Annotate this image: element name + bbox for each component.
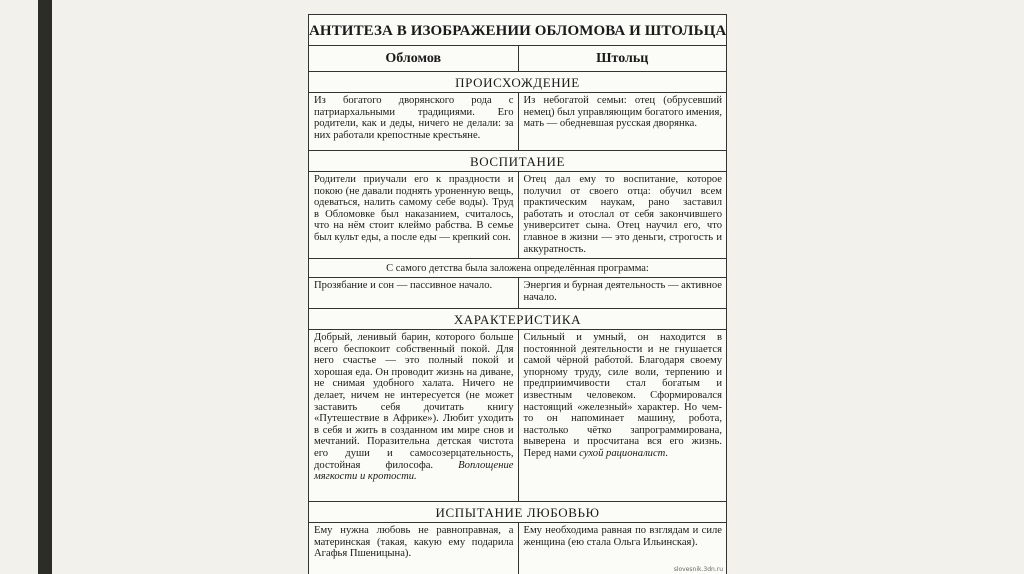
section-heading-origin: ПРОИСХОЖДЕНИЕ bbox=[309, 72, 726, 93]
column-header-oblomov: Обломов bbox=[385, 51, 442, 66]
left-accent-bar bbox=[38, 0, 52, 574]
cell-character-oblomov bbox=[309, 330, 518, 501]
row-origin bbox=[309, 93, 726, 151]
section-heading-character: ХАРАКТЕРИСТИКА bbox=[309, 309, 726, 330]
text-origin-stolz: Из небогатой семьи: отец (обрусевший немец) был управляющим богатого имения, мать — обедневшая русская дворянка. bbox=[523, 95, 722, 130]
text-character-stolz bbox=[524, 332, 723, 460]
cell-character-stolz bbox=[518, 330, 727, 501]
cell-program-oblomov bbox=[309, 278, 518, 308]
table-title: АНТИТЕЗА В ИЗОБРАЖЕНИИ ОБЛОМОВА И ШТОЛЬЦА bbox=[309, 14, 726, 46]
text-love-stolz: Ему необходима равная по взглядам и силе женщина (ею стала Ольга Ильинская). bbox=[523, 525, 722, 548]
cell-love-oblomov bbox=[309, 523, 518, 574]
row-love bbox=[309, 523, 726, 574]
comparison-table bbox=[308, 14, 727, 574]
text-character-stolz-main: Сильный и умный, он находится в постоянной деятельности и не гнушается самой чёрной работой. Благодаря своему упорному труду, силе воли, терпению и предприимчивости стал богатым и известным человеком. Сформировался настоящий «железный» характер. Но чем-то он напоминает машину, робота, настолько чётко запрограммирована, выверена и просчитана вся его жизнь. Перед нами bbox=[523, 332, 722, 459]
text-upbringing-oblomov: Родители приучали его к праздности и покою (не давали поднять уроненную вещь, одеваться, налить самому себе воды). Труд в Обломовке был наказанием, считалось, что на нём стоит клеймо рабства. В семье был культ еды, а после еды — крепкий сон. bbox=[314, 174, 514, 243]
section-heading-love: ИСПЫТАНИЕ ЛЮБОВЬЮ bbox=[309, 502, 726, 523]
cell-upbringing-stolz bbox=[518, 172, 727, 258]
section-heading-upbringing: ВОСПИТАНИЕ bbox=[309, 151, 726, 172]
text-program-stolz: Энергия и бурная деятельность — активное начало. bbox=[523, 280, 722, 303]
column-header-stolz: Штольц bbox=[518, 46, 727, 71]
cell-upbringing-oblomov bbox=[309, 172, 518, 258]
text-program-oblomov: Прозябание и сон — пассивное начало. bbox=[314, 280, 493, 291]
row-upbringing bbox=[309, 172, 726, 259]
text-origin-oblomov: Из богатого дворянского рода с патриархальными традициями. Его родители, как и деды, ничего не делали: за них работали крепостные крестьяне. bbox=[314, 95, 514, 141]
row-character bbox=[309, 330, 726, 502]
text-character-oblomov-italic: Воплощение мягкости и кротости. bbox=[314, 459, 514, 483]
program-note: С самого детства была заложена определённая программа: bbox=[309, 259, 726, 278]
watermark: slovesnik.3dn.ru bbox=[673, 566, 723, 573]
column-headers bbox=[309, 46, 726, 72]
text-love-oblomov: Ему нужна любовь не равноправная, а материнская (такая, какую ему подарила Агафья Пшеницына). bbox=[314, 525, 514, 560]
cell-program-stolz bbox=[518, 278, 727, 308]
row-program bbox=[309, 278, 726, 309]
text-upbringing-stolz: Отец дал ему то воспитание, которое получил от своего отца: обучил всем практическим наукам, рано заставил работать и отослал от себя закончившего университет сына. Отец научил его, что главное в жизни — это деньги, строгость и аккуратность. bbox=[523, 174, 722, 255]
cell-origin-stolz bbox=[518, 93, 727, 150]
text-character-stolz-italic: сухой рационалист. bbox=[579, 447, 669, 459]
text-character-oblomov bbox=[314, 332, 514, 483]
text-character-oblomov-main: Добрый, ленивый барин, которого больше всего беспокоит собственный покой. Для него счастье — это полный покой и хорошая еда. Он проводит жизнь на диване, не снимая удобного халата. Ничего не делает, ничем не интересуется (не может заставить себя дочитать книгу «Путешествие в Африке»). Любит уходить в себя и жить в созданном им мире снов и мечтаний. Поразительна детская чистота его души и самосозерцательность, достойная философа. bbox=[314, 332, 514, 471]
cell-origin-oblomov bbox=[309, 93, 518, 150]
